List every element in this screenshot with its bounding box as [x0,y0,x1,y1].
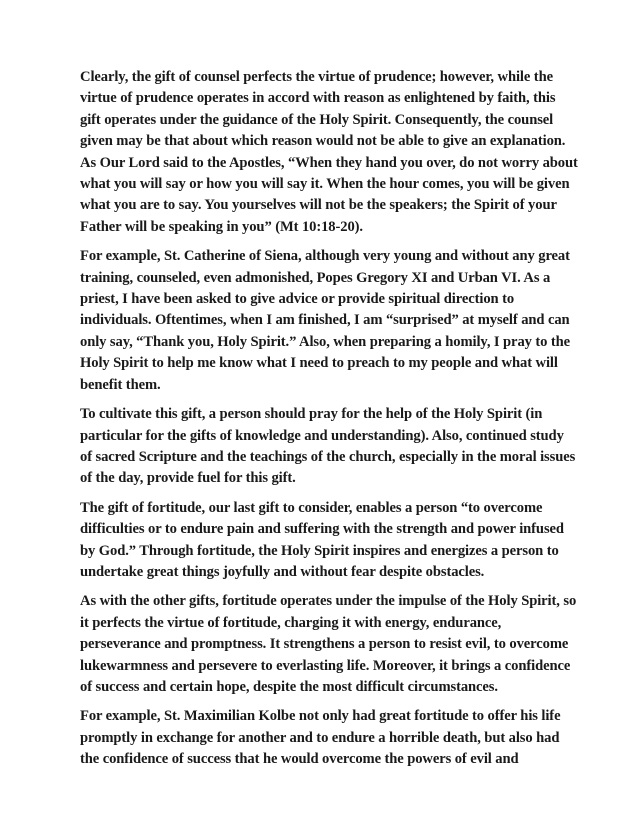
paragraph-cultivate-counsel: To cultivate this gift, a person should pray for the help of the Holy Spirit (in particular for the gifts of knowledge and understanding). Also, continued study of sacred Scripture and the teachings of the church, especially in the moral issues of the day, provide fuel for this gift. [80,406,576,487]
paragraph-fortitude-virtue: As with the other gifts, fortitude operates under the impulse of the Holy Spirit, so it perfects the virtue of fortitude, charging it with energy, endurance, perseverance and promptness. It strengthens a person to resist evil, to overcome lukewarmness and persevere to everlasting life. Moreover, it brings a confidence of success and certain hope, despite the most difficult circumstances. [80,593,577,695]
paragraph-catherine-example: For example, St. Catherine of Siena, although very young and without any great training, counseled, even admonished, Popes Gregory XI and Urban VI. As a priest, I have been asked to give advice or provide spiritual direction to individuals. Oftentimes, when I am finished, I am “surprised” at myself and can only say, “Thank you, Holy Spirit.” Also, when preparing a homily, I pray to the Holy Spirit to help me know what I need to preach to my people and what will benefit them. [80,248,571,393]
paragraph-gift-fortitude: The gift of fortitude, our last gift to consider, enables a person “to overcome difficulties or to endure pain and suffering with the strength and power infused by God.” Through fortitude, the Holy Spirit inspires and energizes a person to undertake great things joyfully and without fear despite obstacles. [80,499,564,580]
paragraph-kolbe-example: For example, St. Maximilian Kolbe not only had great fortitude to offer his life promptly in exchange for another and to endure a horrible death, but also had the confidence of success that he would overcome the powers of evil and [80,708,561,768]
paragraph-counsel-prudence: Clearly, the gift of counsel perfects the virtue of prudence; however, while the virtue of prudence operates in accord with reason as enlightened by faith, this gift operates under the guidance of the Holy Spirit. Consequently, the counsel given may be that about which reason would not be able to give an explanation. As Our Lord said to the Apostles, “When they hand you over, do not worry about what you will say or how you will say it. When the hour comes, you will be given what you are to say. You yourselves will not be the speakers; the Spirit of your Father will be speaking in you” (Mt 10:18-20). [80,69,578,235]
